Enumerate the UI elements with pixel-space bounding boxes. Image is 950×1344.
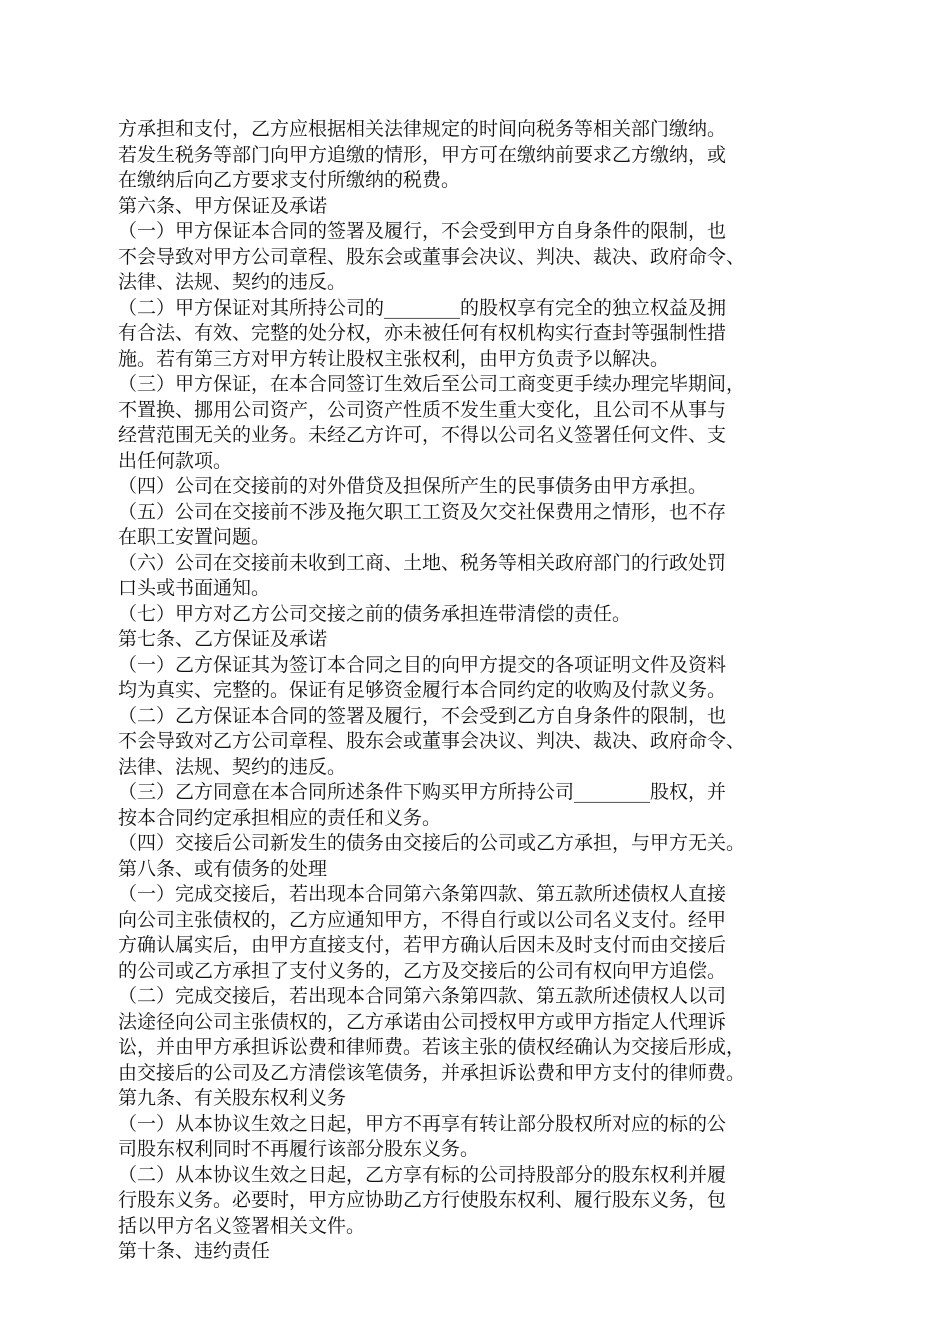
text-line: 法律、法规、契约的违反。 xyxy=(118,271,347,293)
text-line: 讼，并由甲方承担诉讼费和律师费。若该主张的债权经确认为交接后形成， xyxy=(118,1036,746,1058)
text-line: （二）甲方保证对其所持公司的________的股权享有完全的独立权益及拥 xyxy=(118,296,727,319)
text-line: （五）公司在交接前不涉及拖欠职工工资及欠交社保费用之情形，也不存 xyxy=(118,500,727,523)
text-line: （二）乙方保证本合同的签署及履行，不会受到乙方自身条件的限制，也 xyxy=(118,704,727,727)
text-line: 方确认属实后，由甲方直接支付，若甲方确认后因未及时支付而由交接后 xyxy=(118,934,727,956)
text-line: 在缴纳后向乙方要求支付所缴纳的税费。 xyxy=(118,169,461,191)
text-line: 的公司或乙方承担了支付义务的，乙方及交接后的公司有权向甲方追偿。 xyxy=(118,959,727,982)
text-line: 经营范围无关的业务。未经乙方许可，不得以公司名义签署任何文件、支 xyxy=(118,424,727,446)
text-line: 不会导致对乙方公司章程、股东会或董事会决议、判决、裁决、政府命令、 xyxy=(118,730,746,752)
text-line: （六）公司在交接前未收到工商、土地、税务等相关政府部门的行政处罚 xyxy=(118,551,727,574)
text-line: （四）公司在交接前的对外借贷及担保所产生的民事债务由甲方承担。 xyxy=(118,475,708,497)
text-line: 由交接后的公司及乙方清偿该笔债务，并承担诉讼费和甲方支付的律师费。 xyxy=(118,1061,746,1084)
text-line: 按本合同约定承担相应的责任和义务。 xyxy=(118,806,442,829)
text-line: 口头或书面通知。 xyxy=(118,577,271,599)
text-line: （二）从本协议生效之日起，乙方享有标的公司持股部分的股东权利并履 xyxy=(118,1163,727,1186)
text-line: 不置换、挪用公司资产，公司资产性质不发生重大变化，且公司不从事与 xyxy=(118,398,727,421)
section-heading: 第七条、乙方保证及承诺 xyxy=(118,628,328,650)
section-heading: 第九条、有关股东权利义务 xyxy=(118,1087,347,1109)
section-heading: 第六条、甲方保证及承诺 xyxy=(118,194,328,217)
text-line: 有合法、有效、完整的处分权，亦未被任何有权机构实行查封等强制性措 xyxy=(118,322,727,344)
text-line: （七）甲方对乙方公司交接之前的债务承担连带清偿的责任。 xyxy=(118,602,632,625)
text-line: 法途径向公司主张债权的，乙方承诺由公司授权甲方或甲方指定人代理诉 xyxy=(118,1010,727,1033)
text-line: 不会导致对甲方公司章程、股东会或董事会决议、判决、裁决、政府命令、 xyxy=(118,245,746,268)
text-line: 司股东权利同时不再履行该部分股东义务。 xyxy=(118,1138,480,1160)
text-line: （一）从本协议生效之日起，甲方不再享有转让部分股权所对应的标的公 xyxy=(118,1112,727,1135)
text-line: 均为真实、完整的。保证有足够资金履行本合同约定的收购及付款义务。 xyxy=(118,679,727,701)
text-line: 若发生税务等部门向甲方追缴的情形，甲方可在缴纳前要求乙方缴纳，或 xyxy=(118,143,727,166)
text-line: （一）甲方保证本合同的签署及履行，不会受到甲方自身条件的限制，也 xyxy=(118,220,727,242)
text-line: （三）乙方同意在本合同所述条件下购买甲方所持公司________股权，并 xyxy=(118,781,727,803)
section-heading: 第八条、或有债务的处理 xyxy=(118,857,328,880)
text-line: 施。若有第三方对甲方转让股权主张权利，由甲方负责予以解决。 xyxy=(118,347,670,370)
text-line: 行股东义务。必要时，甲方应协助乙方行使股东权利、履行股东义务，包 xyxy=(118,1189,727,1211)
section-heading: 第十条、违约责任 xyxy=(118,1240,271,1262)
text-line: 向公司主张债权的，乙方应通知甲方，不得自行或以公司名义支付。经甲 xyxy=(118,908,727,931)
text-line: （四）交接后公司新发生的债务由交接后的公司或乙方承担，与甲方无关。 xyxy=(118,832,746,854)
document-body xyxy=(118,117,858,1265)
text-line: （二）完成交接后，若出现本合同第六条第四款、第五款所述债权人以司 xyxy=(118,985,727,1007)
text-line: （一）乙方保证其为签订本合同之目的向甲方提交的各项证明文件及资料 xyxy=(118,653,727,676)
text-line: 括以甲方名义签署相关文件。 xyxy=(118,1214,366,1237)
text-line: 在职工安置问题。 xyxy=(118,526,271,548)
text-line: 方承担和支付，乙方应根据相关法律规定的时间向税务等相关部门缴纳。 xyxy=(118,118,727,140)
text-line: （一）完成交接后，若出现本合同第六条第四款、第五款所述债权人直接 xyxy=(118,883,727,905)
text-line: （三）甲方保证，在本合同签订生效后至公司工商变更手续办理完毕期间， xyxy=(118,373,746,395)
text-line: 法律、法规、契约的违反。 xyxy=(118,755,347,778)
text-line: 出任何款项。 xyxy=(118,449,233,472)
